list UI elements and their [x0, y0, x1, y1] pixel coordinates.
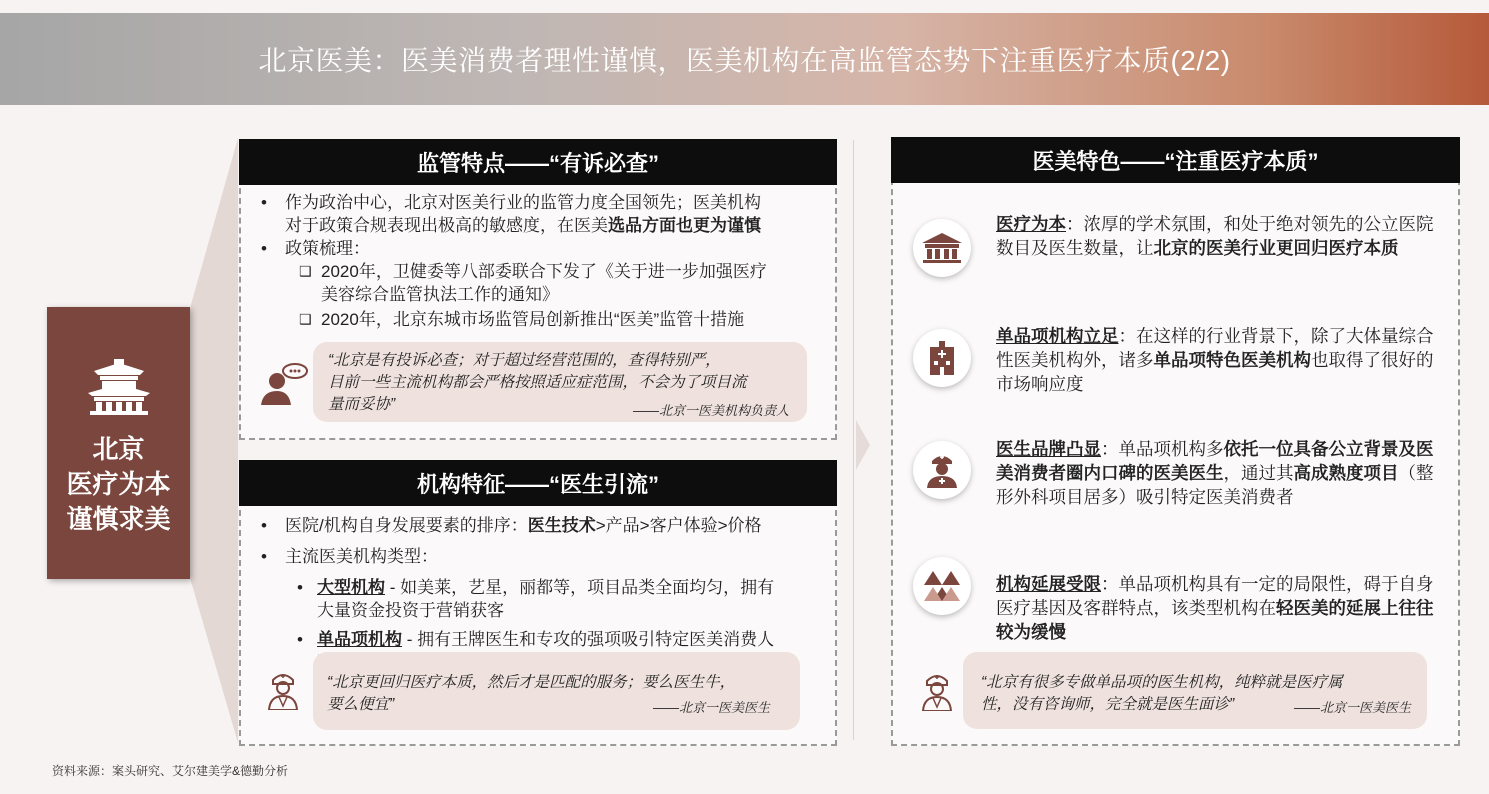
doctor-icon: [921, 671, 953, 716]
list-item: • 作为政治中心，北京对医美行业的监管力度全国领先；医美机构 对于政策合规表现出极高的敏感度，在医美选品方面也更为谨慎: [261, 193, 761, 235]
institution-quote: “北京更回归医疗本质，然后才是匹配的服务；要么医生牛， 要么便宜” ——北京一医美医生: [313, 652, 800, 730]
regulation-section: [239, 139, 837, 440]
regulation-title: 监管特点——“有诉必查”: [239, 139, 837, 185]
institution-list: [251, 514, 831, 674]
institution-section: [239, 460, 837, 746]
feature-item: 医疗为本：浓厚的学术氛围，和处于绝对领先的公立医院数目及医生数量，让北京的医美行业更回归医疗本质: [996, 214, 1434, 258]
feature-item: 医生品牌凸显：单品项机构多依托一位具备公立背景及医美消费者圈内口碑的医美医生，通过其高成熟度项目（整形外科项目居多）吸引特定医美消费者: [996, 439, 1434, 507]
hospital-building-icon: [913, 219, 971, 277]
title-banner: [0, 13, 1489, 105]
quote-source: ——北京一医美医生: [652, 700, 770, 715]
theme-line: 医疗为本: [66, 469, 171, 499]
policy-item: ❑ 2020年，卫健委等八部委联合下发了《关于进一步加强医疗 美容综合监管执法工作的通知》: [299, 262, 767, 304]
feature-item: 机构延展受限：单品项机构具有一定的局限性，碍于自身医疗基因及客群特点，该类型机构在轻医美的延展上往往较为缓慢: [996, 574, 1434, 642]
doctor-badge-icon: [913, 441, 971, 499]
page-title: 北京医美：医美消费者理性谨慎，医美机构在高监管态势下注重医疗本质(2/2): [258, 45, 1231, 76]
source-note: 资料来源：案头研究、艾尔建美学&德勤分析: [52, 764, 289, 778]
feature-item: 单品项机构立足：在这样的行业背景下，除了大体量综合性医美机构外，诸多单品项特色医美机构也取得了很好的市场响应度: [996, 326, 1434, 394]
list-item: • 主流医美机构类型：: [261, 547, 438, 566]
funnel-connector: [190, 138, 240, 743]
theme-line: 谨慎求美: [66, 504, 171, 534]
quote-source: ——北京一医美机构负责人: [632, 403, 789, 418]
features-title: 医美特色——“注重医疗本质”: [891, 137, 1460, 183]
list-item: • 政策梳理：: [261, 239, 370, 258]
regulation-quote: “北京是有投诉必查；对于超过经营范围的，查得特别严， 目前一些主流机构都会严格按照适应症范围，不会为了项目流 量而妥协” ——北京一医美机构负责人: [313, 342, 807, 422]
checkbox-icon: ❑: [299, 263, 312, 279]
theme-text: [66, 432, 170, 537]
triangles-icon: [913, 557, 971, 615]
institution-title: 机构特征——“医生引流”: [239, 460, 837, 506]
arrow-chevron: [856, 420, 870, 470]
institution-type: • 大型机构 - 如美莱，艺星，丽都等，项目品类全面均匀，拥有 大量资金投资于营销获客: [297, 578, 775, 620]
temple-icon: [86, 359, 152, 420]
clinic-building-icon: [913, 329, 971, 387]
quote-source: ——北京一医美医生: [1293, 700, 1411, 715]
institution-type: • 单品项机构 - 拥有王牌医生和专攻的强项吸引特定医美消费人: [297, 630, 775, 649]
features-quote: “北京有很多专做单品项的医生机构，纯粹就是医疗属 性，没有咨询师，完全就是医生面诊” ——北京一医美医生: [963, 652, 1427, 729]
list-item: • 医院/机构自身发展要素的排序：医生技术>产品>客户体验>价格: [261, 516, 762, 535]
policy-item: ❑ 2020年，北京东城市场监管局创新推出“医美”监管十措施: [299, 310, 745, 329]
regulation-list: [251, 191, 831, 331]
theme-line: 北京: [92, 434, 145, 464]
speaking-person-icon: [259, 363, 311, 410]
doctor-icon: [267, 670, 299, 715]
theme-panel: [47, 307, 190, 579]
column-divider: [853, 140, 854, 740]
checkbox-icon: ❑: [299, 311, 312, 327]
